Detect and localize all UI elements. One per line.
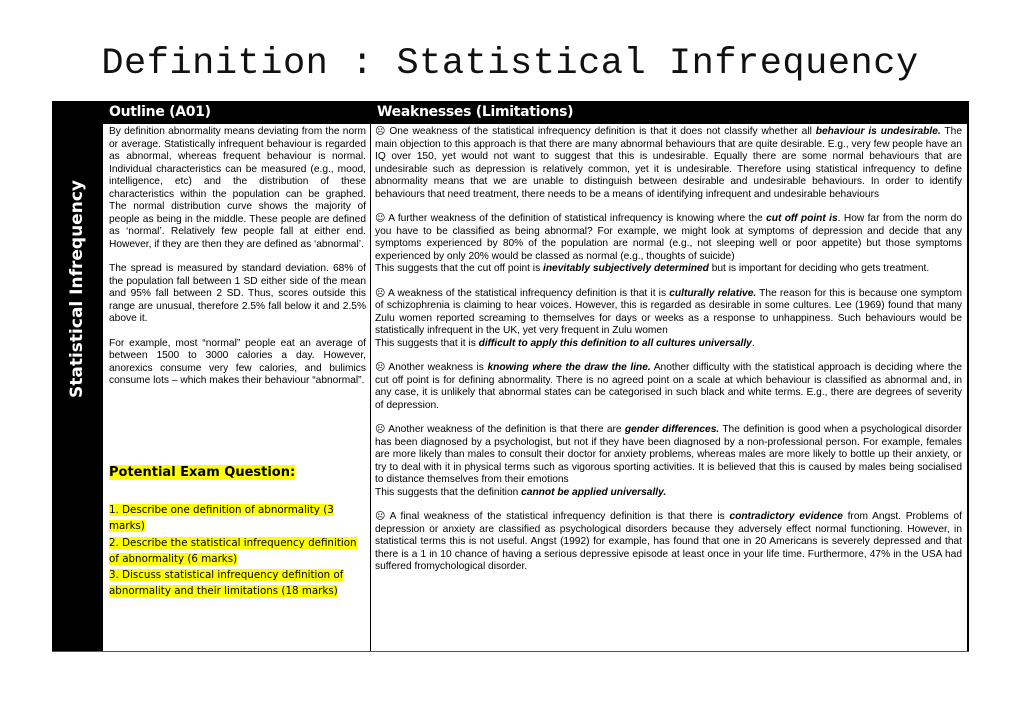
emphasis: culturally relative.: [669, 287, 757, 299]
exam-question: 3. Discuss statistical infrequency definition of abnormality and their limitations (18 marks): [109, 569, 344, 598]
emphasis: contradictory evidence: [729, 511, 843, 522]
side-label: Statistical Infrequency: [67, 180, 87, 398]
sad-face-icon: ☹: [375, 362, 386, 373]
emphasis: cut off point is: [766, 213, 838, 224]
weaknesses-header: Weaknesses (Limitations): [371, 101, 967, 124]
weakness-item: ☺ A further weakness of the definition of statistical infrequency is knowing where the cut off point is. How far from the norm do you have to be classified as being abnormal? For example, we might look at symptoms of depression and decide that any symptoms experienced by 80% of the population are normal (e.g., not sleeping well or poor appetite) but those symptoms experienced by only 20% would be classed as normal (e.g., thoughts of suicide) This suggests that the cut off point is inevitably subjectively determined but is important for deciding who gets treatment.: [375, 213, 962, 274]
exam-questions: [109, 461, 369, 600]
happy-face-icon: ☺: [375, 213, 386, 224]
weaknesses-column: [370, 101, 969, 651]
emphasis: inevitably subjectively determined: [543, 263, 709, 274]
exam-question: 2. Describe the statistical infrequency definition of abnormality (6 marks): [109, 536, 357, 565]
weaknesses-body: [371, 124, 967, 574]
notes-table: [52, 101, 969, 652]
sad-face-icon: ☹: [375, 424, 386, 435]
page-title: Definition : Statistical Infrequency: [101, 43, 919, 85]
emphasis: difficult to apply this definition to all cultures universally: [478, 337, 752, 349]
exam-question-list: [109, 502, 369, 600]
side-label-column: [52, 101, 103, 651]
sad-face-icon: ☹: [375, 287, 386, 299]
emphasis: knowing where the draw the line.: [487, 362, 651, 373]
weakness-item: ☹ A final weakness of the statistical infrequency definition is that there is contradictory evidence from Angst. Problems of depression or anxiety are classified as psychological disorders because they adversely effect normal functioning. However, in statistical terms this is not useful. Angst (1992) for example, has found that one in 20 Americans is severely depressed and that there is a 1 in 10 chance of having a serious depressive episode at least once in your life time. Furthermore, 47% in the USA had suffered fromychological disorder.: [375, 511, 962, 572]
exam-title: Potential Exam Question:: [109, 465, 296, 480]
weakness-item: ☹ Another weakness is knowing where the draw the line. Another difficulty with the statistical approach is deciding where the cut off point is for defining abnormality. There is no agreed point on a scale at which behaviour is classified as abnormal and, in any case, it is unlikely that abnormal states can be categorised in such black and white terms. E.g., there are degrees of severity of depression.: [375, 362, 962, 411]
outline-paragraph: For example, most “normal” people eat an average of between 1500 to 3000 calories a day. However, anorexics consume very few calories, and bulimics consume lots – which makes their behaviour “abnormal”.: [109, 337, 366, 386]
emphasis: gender differences.: [624, 424, 720, 435]
sad-face-icon: ☹: [375, 126, 386, 137]
emphasis: behaviour is undesirable.: [815, 126, 941, 137]
weakness-item: ☹ One weakness of the statistical infrequency definition is that it does not classify whether all behaviour is undesirable. The main objection to this approach is that there are many abnormal behaviours that are quite desirable. E.g., very few people have an IQ over 150, yet would not want to suggest that this is undesirable. Equally there are some normal behaviours that are undesirable such as depression is relatively common, yet it is undesirable. Therefore using statistical infrequency to define abnormality means that we are unable to distinguish between desirable and undesirable behaviours. In order to identify behaviours that need treatment, there needs to be a means of identifying infrequent and undesirable behaviours: [375, 126, 963, 200]
outline-body: [103, 124, 370, 388]
sad-face-icon: ☹: [375, 511, 386, 522]
outline-header: Outline (A01): [103, 101, 370, 124]
outline-paragraph: By definition abnormality means deviating from the norm or average. Statistically infrequent behaviour is regarded as abnormal, whereas frequent behaviour is normal. Individual characteristics can be measured (e.g., mood, intelligence, etc) and the distribution of these characteristics within the population can be graphed. The normal distribution curve shows the majority of people as being in the middle. These people are defined as ‘normal’. Relatively few people fall at either end. However, if they are then they are defined as ‘abnormal’.: [109, 126, 366, 250]
outline-paragraph: The spread is measured by standard deviation. 68% of the population fall between 1 SD either side of the mean and 95% fall between 2 SD. Thus, scores outside this range are unusual, therefore 2.5% fall below it and 2.5% above it.: [109, 263, 366, 324]
emphasis: cannot be applied universally.: [521, 486, 667, 498]
weakness-item: ☹ A weakness of the statistical infrequency definition is that it is culturally relative. The reason for this is because one symptom of schizophrenia is claiming to hear voices. However, this is regarded as desirable in some cultures. Lee (1969) found that many Zulu women reported screaming to themselves for days or weeks as a response to unhappiness. Such behaviours would be statistically infrequent in the UK, yet very frequent in Zulu women This suggests that it is difficult to apply this definition to all cultures universally.: [375, 287, 962, 349]
exam-question: 1. Describe one definition of abnormality (3 marks): [109, 504, 334, 533]
weakness-item: ☹ Another weakness of the definition is that there are gender differences. The definition is good when a psychological disorder has been diagnosed by a psychologist, but not if they have been diagnosed by a non-professional person. For example, females are more likely than males to consult their doctor for anxiety problems, whereas males are more likely to bottle up their anxiety, or try to deal with it in physical terms such as vigorous sporting activities. It is believed that this is caused by males being socialised to distance themselves from their emotions This suggests that the definition cannot be applied universally.: [375, 424, 962, 498]
